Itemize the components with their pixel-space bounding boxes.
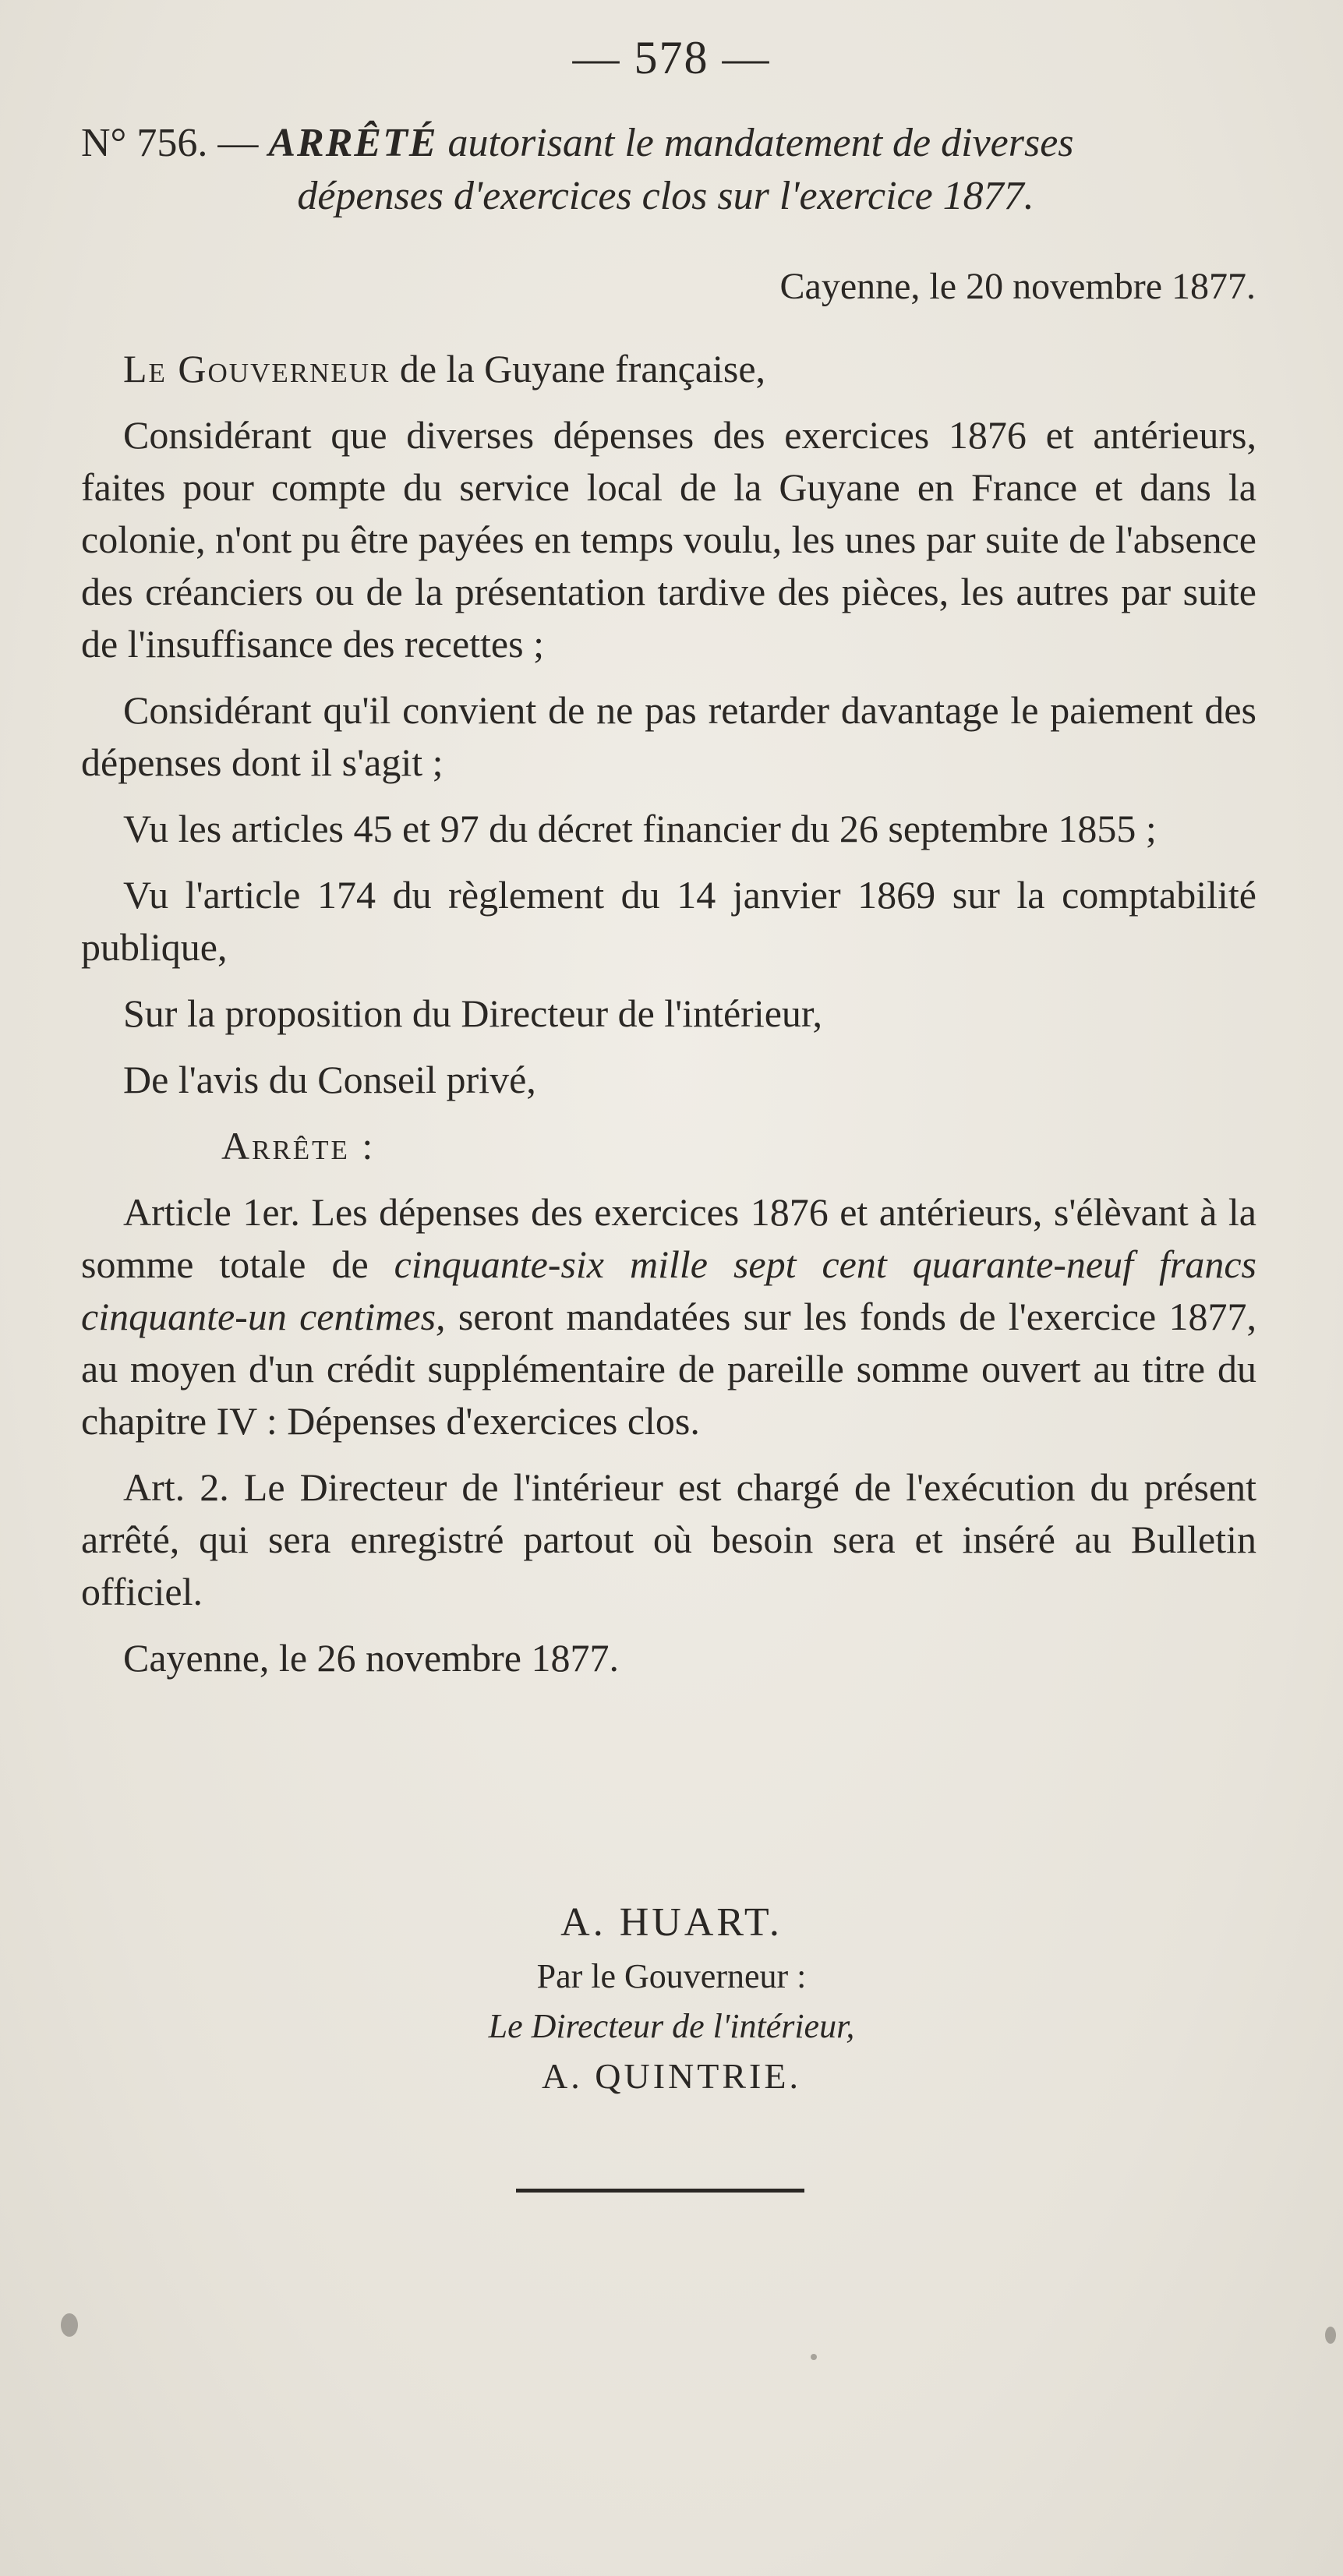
seen-paragraph-2: Vu l'article 174 du règlement du 14 janvier 1869 sur la comptabilité publique,: [81, 873, 1256, 969]
preamble-governor: [81, 343, 1256, 395]
council-opinion-paragraph: De l'avis du Conseil privé,: [123, 1058, 536, 1101]
considering-paragraph-1: Considérant que diverses dépenses des exercices 1876 et antérieurs, faites pour compte du service local de la Guyane en France et dans la colonie, n'ont pu être payées en temps voulu, les unes par suite de l'absence des créanciers ou de la présentation tardive des pièces, les autres par suite de l'insuffisance des recettes ;: [81, 413, 1256, 666]
paper-speck: [1325, 2327, 1336, 2344]
director-role: Le Directeur de l'intérieur,: [488, 2007, 855, 2045]
decree-number: N° 756. —: [81, 121, 259, 165]
arrete-heading: Arrête :: [221, 1124, 376, 1168]
proposal-paragraph: Sur la proposition du Directeur de l'intérieur,: [123, 991, 823, 1035]
article-1-end: seront mandatées sur les fonds de l'exercice 1877, au moyen d'un crédit supplémentaire de pareille somme ouvert au titre du chapitre IV : Dépenses d'exercices clos.: [81, 1295, 1257, 1443]
dateline: Cayenne, le 20 novembre 1877.: [779, 266, 1256, 307]
countersignatory-name: A. QUINTRIE.: [542, 2056, 801, 2096]
decree-title-line1: autorisant le mandatement de diverses: [447, 121, 1074, 165]
seen-paragraph-1: Vu les articles 45 et 97 du décret financier du 26 septembre 1855 ;: [123, 807, 1157, 850]
by-governor-line: Par le Gouverneur :: [536, 1957, 807, 1995]
decree-body: [81, 343, 1256, 1684]
closing-date: Cayenne, le 26 novembre 1877.: [123, 1636, 619, 1680]
article-1-start: Article 1er. Les dépenses des exercices 1876 et antérieurs, s'élèvant à la somme totale de: [81, 1190, 1256, 1286]
signature-block: [0, 1894, 1343, 2101]
article-2: Art. 2. Le Directeur de l'intérieur est chargé de l'exécution du présent arrêté, qui sera enregistré partout où besoin sera et inséré au Bulletin officiel.: [81, 1465, 1256, 1613]
decree-type: ARRÊTÉ: [268, 121, 438, 165]
article-1: [81, 1186, 1256, 1447]
governor-heading: Le Gouverneur: [123, 347, 391, 390]
signatory-name: A. HUART.: [560, 1900, 783, 1945]
article-1-amount: cinquante-six mille sept cent quarante-neuf francs cinquante-un centimes,: [81, 1242, 1256, 1338]
decree-title-line2: dépenses d'exercices clos sur l'exercice 1877.: [297, 174, 1034, 218]
paper-speck: [61, 2313, 78, 2337]
decree-title: [81, 117, 1250, 223]
governor-heading-rest: de la Guyane française,: [399, 347, 766, 390]
paper-speck: [811, 2354, 817, 2360]
closing-rule: [516, 2189, 804, 2193]
considering-paragraph-2: Considérant qu'il convient de ne pas retarder davantage le paiement des dépenses dont il s'agit ;: [81, 688, 1256, 784]
page-number: — 578 —: [572, 32, 771, 83]
